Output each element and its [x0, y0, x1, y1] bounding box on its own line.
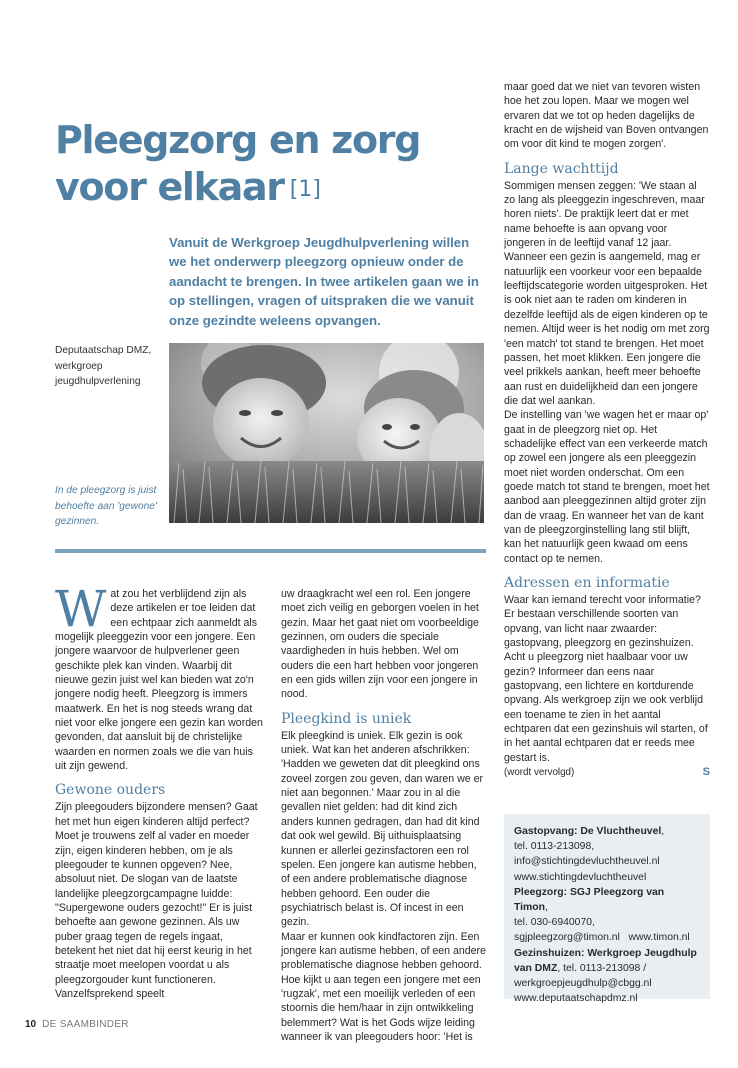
- contact-email-link[interactable]: werkgroepjeugdhulp@cbgg.nl: [514, 978, 652, 990]
- org-name: Gezinshuizen: Werkgroep Jeugdhulp van DMZ: [514, 947, 697, 974]
- section-divider: [55, 549, 486, 553]
- subheading-adressen: Adressen en informatie: [504, 575, 670, 591]
- photo-caption: In de pleegzorg is juist behoefte aan 'gewone' gezinnen.: [55, 485, 157, 527]
- contact-line: Gastopvang: De Vluchtheuvel,: [514, 826, 665, 837]
- title-line-2: [55, 164, 475, 213]
- paragraph: maar goed dat we niet van tevoren wisten hoe het zou lopen. Maar we mogen wel ervaren dat we tot op heden dagelijks de kracht en de wijsheid van Boven ontvangen om voor dit kind te mogen zorgen'.: [504, 81, 709, 151]
- contact-line: Pleegzorg: SGJ Pleegzorg van Timon,: [514, 886, 665, 914]
- contact-website-link[interactable]: www.timon.nl: [628, 932, 690, 944]
- paragraph: De instelling van 'we wagen het er maar op' gaat in de pleegzorg niet op. Het schadelijke effect van een verkeerde match op zowel een jongere als een pleeggezin moet niet worden onderschat. Om een goede match tot stand te brengen, moet het aanbod aan pleeggezinnen altijd groter zijn dan de vraag. En wanneer het van de kant van de pleegzorginstelling lang stil blijft, kan het natuurlijk geen kwaad om eens contact op te nemen.: [504, 409, 710, 565]
- paragraph: Elk pleegkind is uniek. Elk gezin is ook uniek. Wat kan het anderen afschrikken: 'Hadden we geweten dat dit pleegkind ons zoveel zorgen zou geven, dan waren we er niet aan begonnen.' Maar zou in al die gevallen niet gelden: had dit kind zich anders kunnen gedragen, dan had dit kind dat ook wel gewild. Bij uithuisplaatsing kunnen er allerlei gezinsfactoren een rol spelen. Een jongere kan autisme hebben, of een andere problematische diagnose hebben gehoord. Een ouder die psychiatrisch belast is. Of incest in een gezin.: [281, 729, 483, 929]
- contact-website-link[interactable]: www.stichtingdevluchtheuvel: [514, 871, 647, 883]
- title-part-number: [1]: [289, 177, 321, 202]
- paragraph: uw draagkracht wel een rol. Een jongere moet zich veilig en geborgen voelen in het gezin. Maar het gaat niet om voorbeeldige gezinnen, om ouders die speciale vaardigheden in huis hebben. Wel om ouders die een hart hebben voor jongeren en een gids willen zijn voor een jongere in nood.: [281, 588, 479, 701]
- page-footer: [25, 1019, 129, 1030]
- contact-phone: tel. 030-6940070,: [514, 917, 595, 929]
- article-title: [55, 117, 475, 213]
- paragraph: Maar er kunnen ook kindfactoren zijn. Een jongere kan autisme hebben, of een andere problematische diagnose hebben gehoord. Hoe kijkt u aan tegen een jongere met een 'rugzak', met een moeilijk verleden of een stoornis die hem/haar in zijn ontwikkeling belemmert? Wat is het Gods wijze leiding wanneer ik van pleegouders hoor: 'Het is: [281, 930, 486, 1043]
- drop-cap: W: [55, 580, 107, 638]
- contact-line: Gezinshuizen: Werkgroep Jeugdhulp van DMZ, tel. 0113-213098 /: [514, 947, 697, 974]
- contact-email-link[interactable]: sgjpleegzorg@timon.nl: [514, 932, 620, 944]
- magazine-name: DE SAAMBINDER: [42, 1019, 129, 1030]
- article-author: Deputaatschap DMZ, werkgroep jeugdhulpverlening: [55, 345, 152, 387]
- contact-phone: tel. 0113-213098 /: [563, 962, 647, 974]
- subheading-pleegkind-uniek: Pleegkind is uniek: [281, 710, 412, 727]
- column-2: [281, 587, 486, 1044]
- subheading-gewone-ouders: Gewone ouders: [55, 782, 166, 799]
- subheading-lange-wachttijd: Lange wachttijd: [504, 160, 619, 177]
- org-name: Gastopvang: De Vluchtheuvel: [514, 826, 662, 837]
- paragraph: Waar kan iemand terecht voor informatie? Er bestaan verschillende soorten van opvang, van licht naar zwaarder: gastopvang, pleegzorg en gezinshuizen. Acht u pleegzorg niet haalbaar voor uw gezin? Informeer dan eens naar gastopvang, een lichtere en kortdurende opvang. Als werkgroep zijn we ook verblijd een toename te zien in het aantal echtparen dat een gezinshuis wil starten, of in het aantal echtparen dat er reeds mee gestart is.: [504, 594, 708, 764]
- vervolg-text: (wordt vervolgd): [504, 767, 575, 779]
- contact-phone: tel. 0113-213098,: [514, 841, 595, 853]
- article-intro: Vanuit de Werkgroep Jeugdhulpverlening willen we het onderwerp pleegzorg opnieuw onder de aandacht te brengen. In twee artikelen gaan we in op stellingen, vragen of uitspraken die we vanuit onze gezindte weleens opvangen.: [169, 235, 479, 328]
- paragraph-text: at zou het verblijdend zijn als deze artikelen er toe leiden dat een echtpaar zich aanmeldt als mogelijk pleeggezin voor een jongere. Een jongere waarvoor de hulpverlener geen geschikte plek kan vinden. Waarbij dit nieuwe gezin juist wel kan bieden wat zo'n jongere nodig heeft. Pleegzorg is immers maatwerk. En het is nog steeds wrang dat niet voor elke jongere een gezin kan worden gevonden, dat aansluit bij de christelijke waarden en normen zoals we die van huis uit zijn gewend.: [55, 588, 263, 773]
- contact-email-link[interactable]: info@stichtingdevluchtheuvel.nl: [514, 856, 660, 868]
- photo-illustration: [169, 343, 484, 523]
- end-mark-icon: S: [702, 766, 710, 779]
- title-line-2-text: voor elkaar: [55, 165, 284, 209]
- column-3: [504, 80, 710, 780]
- title-line-1: Pleegzorg en zorg: [55, 118, 421, 162]
- org-name: Pleegzorg: SGJ Pleegzorg van Timon: [514, 886, 665, 914]
- contact-line: [514, 930, 700, 945]
- column-1: [55, 580, 265, 1001]
- paragraph: [55, 580, 265, 773]
- contact-website-link[interactable]: www.deputaatschapdmz.nl: [514, 993, 638, 1005]
- contact-box: [504, 814, 710, 1005]
- paragraph: Sommigen mensen zeggen: 'We staan al zo lang als pleeggezin ingeschreven, maar horen niets'. De praktijk leert dat er met name behoefte is aan opvang voor jongeren in de leeftijd vanaf 12 jaar. Wanneer een gezin is aangemeld, mag er natuurlijk een voorkeur voor een bepaalde leeftijdscategorie worden uitgesproken. Het is ook niet aan te raden om kinderen in dezelfde leeftijd als de eigen kinderen op te nemen. Altijd weer is het nodig om met zorg 'een match' tot stand te brengen. Het moet passen, het moet klikken. Een jongere die veel prikkels aankan, heeft meer behoefte aan rust en duidelijkheid dan een jongere die dat wel aankan.: [504, 179, 710, 407]
- page-number: 10: [25, 1019, 37, 1030]
- children-photo: [169, 343, 484, 523]
- paragraph: Zijn pleegouders bijzondere mensen? Gaat het met hun eigen kinderen altijd perfect? Moet je trouwens zelf al vader en moeder zijn, eigen kinderen hebben, om je als pleegouder te kunnen opgeven? Nee, absoluut niet. De slogan van de laatste landelijke pleegzorgcampagne luidde: "Supergewone ouders gezocht!" Er is juist behoefte aan gewone gezinnen. Als uw puber graag tegen de regels ingaat, betekent het niet dat hij eerst keurig in het straatje moet meelopen voordat u als pleegzorgouder kunt functioneren. Vanzelfsprekend speelt: [55, 801, 258, 1000]
- to-be-continued: [504, 765, 710, 780]
